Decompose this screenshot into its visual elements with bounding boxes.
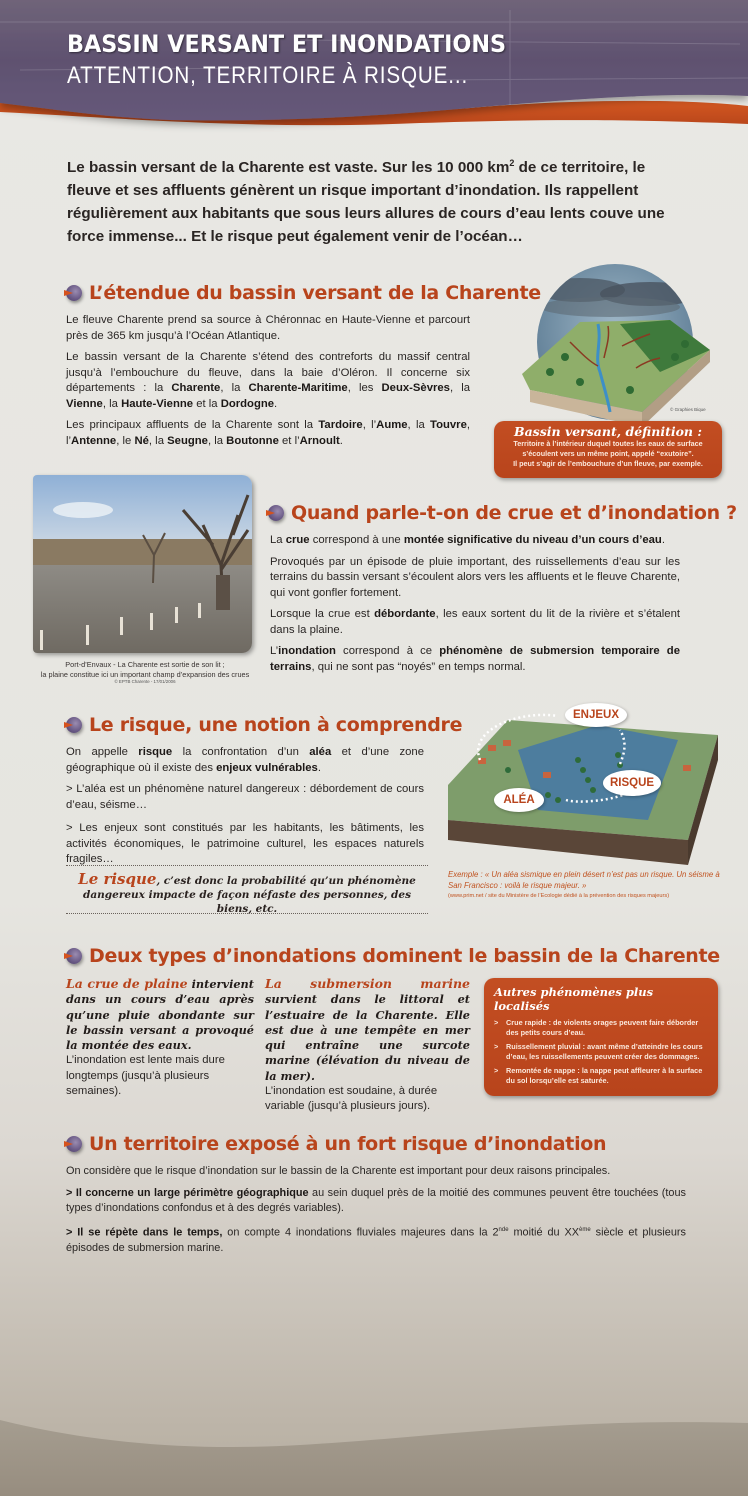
text: La (270, 534, 286, 546)
departement: Haute-Vienne (121, 397, 194, 410)
crue-plaine-column (66, 976, 254, 1100)
text: Crue rapide : de violents orages peuvent faire déborder des petits cours d’eau. (506, 1018, 699, 1037)
text: Lorsque la crue est (270, 608, 375, 620)
crue-paragraph-2: Provoqués par un épisode de pluie important, des ruissellements d’eau sur les terrains du bassin versant s’écoulent alors vers les affluents et le fleuve Charente, qui vont gonfler fortement. (270, 555, 680, 599)
intro-text-continued: de ce territoire, le fleuve et ses affluents génèrent un risque important d’inondation. Ils rappellent régulièrement aux habitants que sous leurs allures de cours d’eau lents couve une force immense... Et le risque peut également venir de l’océan… (67, 159, 665, 245)
section-title-risque (66, 714, 462, 736)
risque-paragraph-1 (66, 745, 424, 776)
submersion-marine-duration: L’inondation est soudaine, à durée variable (jusqu’à plusieurs jours). (265, 1085, 438, 1113)
territoire-paragraph-2 (66, 1186, 686, 1217)
term: > Il se répète dans le temps, (66, 1226, 223, 1239)
section-bullet-icon (268, 505, 284, 521)
risque-paragraph-3: > Les enjeux sont constitués par les habitants, les bâtiments, les activités économiques, le patrimoine culturel, les espaces naturels fragiles… (66, 822, 424, 865)
text: Ruissellement pluvial : avant même d’atteindre les cours d’eau, les ruissellements peuvent créer des dommages. (506, 1042, 703, 1061)
section-bullet-icon (66, 948, 82, 964)
risque-paragraph-2: > L’aléa est un phénomène naturel dangereux : débordement de cours d’eau, séisme… (66, 783, 424, 811)
bubble-risque: RISQUE (603, 770, 661, 796)
other-phenomena-item: > Ruissellement pluvial : avant même d’atteindre les cours d’eau, les ruissellements peuvent créer des dommages. (494, 1042, 708, 1061)
crue-text (270, 533, 680, 681)
term: crue (285, 534, 310, 546)
text: correspond à une (309, 534, 404, 546)
section-title-text: Deux types d’inondations dominent le bassin de la Charente (89, 945, 720, 967)
affluent: Antenne (71, 434, 117, 447)
territoire-paragraph-1: On considère que le risque d’inondation sur le bassin de la Charente est important pour deux raisons principales. (66, 1165, 611, 1177)
other-phenomena-title: Autres phénomènes plus localisés (494, 985, 654, 1013)
text: Le bassin versant de la Charente s’étend des contreforts du massif central jusqu’à l’embouchure du fleuve, dans la baie d’Oléron. Il concerne six départements : la (66, 351, 470, 394)
example-source: (www.prim.net / site du Ministère de l’Ecologie dédié à la prévention des risques majeurs) (448, 893, 670, 899)
photo-caption (40, 660, 250, 685)
page-title: BASSIN VERSANT ET INONDATIONS (67, 30, 507, 58)
section-title-types (66, 945, 720, 967)
etendue-paragraph-3: Les principaux affluents de la Charente sont la Tardoire, l’Aume, la Touvre, l’Antenne, le Né, la Seugne, la Boutonne et l’Arnoult. (66, 419, 470, 447)
term: débordante (374, 608, 436, 620)
departement: Charente-Maritime (248, 382, 348, 394)
flood-photo (33, 475, 252, 653)
departement: Charente (171, 382, 221, 394)
bubble-enjeux: ENJEUX (565, 703, 627, 727)
affluent: Né (134, 434, 149, 447)
term: > Il concerne un large périmètre géographique (66, 1186, 309, 1199)
risque-text (66, 745, 424, 874)
text: au sein duquel près de la moitié des communes peuvent être touchées (tous types d’inondations confondus et à des degrés variables). (66, 1186, 686, 1214)
risk-definition-text: , c’est donc la probabilité qu’un phénomène dangereux impacte de façon néfaste des personnes, des biens, etc. (83, 875, 416, 915)
intro-paragraph (67, 156, 687, 248)
text: et d’une zone géographique où il existe des (66, 746, 424, 774)
text: survient dans le littoral et l’estuaire de la Charente. Elle est due à une tempête en mer qui entraîne une surcote marine (élévation du niveau de la mer). (265, 992, 470, 1083)
crue-plaine-description (66, 976, 254, 1053)
crue-plaine-duration: L’inondation est lente mais dure longtemps (jusqu’à plusieurs semaines). (66, 1054, 225, 1098)
text: la confrontation d’un (172, 746, 310, 758)
caption-line: Port-d’Envaux - La Charente est sortie de son lit ; (65, 660, 225, 669)
affluent: Seugne (167, 434, 208, 447)
other-phenomena-item: > Crue rapide : de violents orages peuvent faire déborder des petits cours d’eau. (494, 1018, 708, 1037)
definition-line: s’écoulent vers un même point, appelé “exutoire”. (522, 449, 694, 458)
example-text: Exemple : « Un aléa sismique en plein désert n’est pas un risque. Un séisme à San Francisco : voilà le risque majeur. » (448, 870, 720, 890)
page-subtitle: ATTENTION, TERRITOIRE À RISQUE... (67, 62, 469, 89)
other-phenomena-item: > Remontée de nappe : la nappe peut affleurer à la surface du sol lorsqu’elle est saturée. (494, 1066, 708, 1085)
section-bullet-icon (66, 1136, 82, 1152)
submersion-marine-title: La submersion marine (265, 976, 470, 991)
definition-line: Territoire à l’intérieur duquel toutes les eaux de surface (513, 439, 703, 448)
term: phénomène de submersion temporaire de terrains (270, 645, 680, 673)
etendue-paragraph-2: Le bassin versant de la Charente s’étend des contreforts du massif central jusqu’à l’embouchure du fleuve, dans la baie d’Oléron. Il concerne six départements : la Charente, la Charente-Maritime, les Deux-Sèvres, la Vienne, la Haute-Vienne et la Dordogne. (66, 351, 470, 410)
etendue-paragraph-1: Le fleuve Charente prend sa source à Chéronnac en Haute-Vienne et parcourt près de 365 km jusqu’à l’Océan Atlantique. (66, 314, 470, 342)
text: . (317, 761, 321, 774)
section-bullet-icon (66, 717, 82, 733)
example-quote (448, 870, 723, 902)
text: , qui ne sont pas “noyés” en temps normal. (311, 660, 526, 673)
text: moitié du XX (508, 1226, 580, 1239)
section-title-crue (268, 502, 737, 524)
intro-text: Le bassin versant de la Charente est vaste. Sur les 10 000 km (67, 159, 510, 176)
text: On appelle (66, 746, 139, 758)
section-title-text: Un territoire exposé à un fort risque d’inondation (89, 1133, 607, 1155)
text: intervient dans un cours d’eau après qu’une pluie abondante sur le bassin versant a provoqué la montée des eaux. (66, 977, 254, 1053)
etendue-text (66, 313, 470, 455)
text: , les eaux sortent du lit de la rivière et s’étalent dans la plaine. (270, 608, 681, 636)
definition-line: Il peut s’agir de l’embouchure d’un fleuve, par exemple. (513, 459, 703, 468)
section-title-territoire (66, 1133, 606, 1155)
intro-superscript: 2 (509, 158, 515, 168)
illustration-credit: © Graphies Bique (670, 407, 706, 412)
text: . (661, 534, 665, 546)
caption-line: la plaine constitue ici un important champ d’expansion des crues (40, 669, 250, 679)
other-phenomena-box (484, 978, 718, 1096)
departement: Deux-Sèvres (381, 382, 450, 394)
crue-paragraph-1 (270, 533, 680, 549)
page-header (0, 0, 748, 140)
term: montée significative du niveau d’un cours d’eau (403, 534, 662, 546)
section-title-text: Quand parle-t-on de crue et d’inondation ? (291, 502, 737, 524)
affluent: Touvre (430, 419, 467, 431)
photo-credit: © EPTB Charente - 17/01/2006 (114, 679, 176, 684)
term: inondation (278, 645, 336, 657)
definition-title: Bassin versant, définition : (514, 424, 702, 439)
crue-paragraph-4 (270, 644, 680, 675)
definition-box (494, 421, 722, 478)
footer-wave-decoration (0, 1370, 748, 1496)
territoire-text (66, 1164, 686, 1262)
term: aléa (309, 746, 332, 758)
flood-photo-image (33, 475, 252, 653)
term: enjeux vulnérables (216, 761, 318, 774)
departement: Vienne (66, 397, 103, 410)
risk-definition-highlight: Le risque (78, 870, 157, 888)
text: siècle et plusieurs épisodes de submersion marine. (66, 1226, 686, 1254)
affluent: Boutonne (226, 434, 279, 447)
term: risque (138, 746, 173, 758)
crue-plaine-title: La crue de plaine (66, 976, 188, 991)
text: Les principaux affluents de la Charente sont la (66, 419, 319, 431)
text: correspond à ce (335, 645, 440, 657)
text: L’ (270, 645, 279, 657)
affluent: Tardoire (318, 419, 363, 431)
text: Remontée de nappe : la nappe peut affleurer à la surface du sol lorsqu’elle est saturée. (506, 1066, 703, 1085)
affluent: Arnoult (299, 434, 340, 447)
dotted-divider (66, 865, 428, 866)
section-title-text: L’étendue du bassin versant de la Charente (89, 282, 541, 304)
risk-definition (66, 872, 428, 916)
section-title-text: Le risque, une notion à comprendre (89, 714, 463, 736)
crue-paragraph-3 (270, 607, 680, 638)
submersion-marine-description (265, 976, 470, 1084)
affluent: Aume (376, 419, 408, 431)
text: on compte 4 inondations fluviales majeures dans la 2 (222, 1226, 499, 1239)
dotted-divider (66, 913, 428, 914)
superscript: ème (579, 1226, 591, 1233)
bubble-alea: ALÉA (494, 788, 544, 812)
submersion-marine-column (265, 976, 470, 1115)
territoire-paragraph-3 (66, 1223, 686, 1257)
superscript: nde (498, 1226, 509, 1233)
section-title-etendue (66, 282, 541, 304)
section-bullet-icon (66, 285, 82, 301)
departement: Dordogne (220, 397, 275, 410)
